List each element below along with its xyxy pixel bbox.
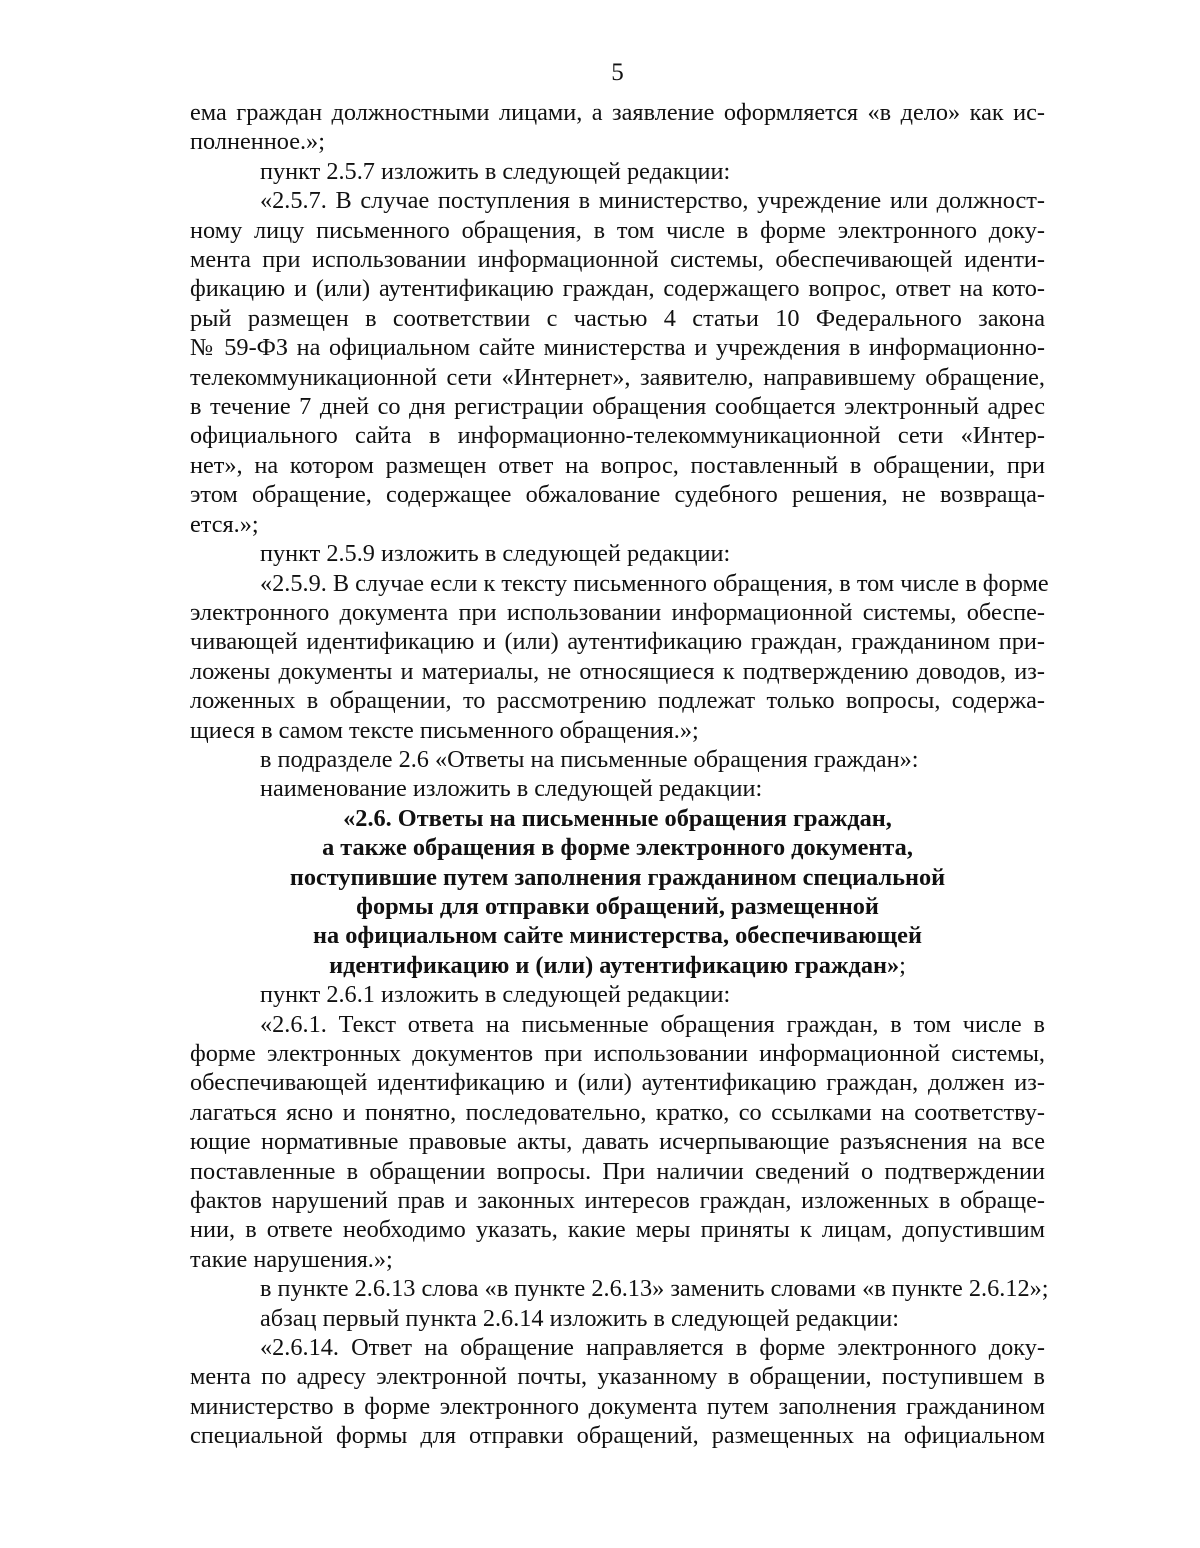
document-body-after-heading bbox=[190, 980, 1049, 1451]
text-line: щиеся в самом тексте письменного обращения.»; bbox=[190, 716, 699, 744]
text-line: «2.6.14. Ответ на обращение направляется в форме электронного доку- bbox=[260, 1334, 1045, 1362]
text-line: № 59-ФЗ на официальном сайте министерства и учреждения в информационно- bbox=[190, 334, 1045, 362]
text-line: рый размещен в соответствии с частью 4 статьи 10 Федерального закона bbox=[190, 304, 1045, 332]
heading-line-text: а также обращения в форме электронного документа, bbox=[322, 834, 913, 862]
text-line: в течение 7 дней со дня регистрации обращения сообщается электронный адрес bbox=[190, 393, 1045, 421]
text-line: мента по адресу электронной почты, указанному в обращении, поступившем в bbox=[190, 1363, 1045, 1391]
section-heading bbox=[190, 804, 1045, 980]
heading-line bbox=[190, 833, 1045, 862]
text-line: фикацию и (или) аутентификацию граждан, содержащего вопрос, ответ на кото- bbox=[190, 275, 1045, 303]
text-line: пункт 2.5.9 изложить в следующей редакции: bbox=[260, 540, 731, 568]
text-line: специальной формы для отправки обращений, размещенных на официальном bbox=[190, 1422, 1045, 1450]
text-line: министерство в форме электронного документа путем заполнения гражданином bbox=[190, 1392, 1045, 1420]
heading-line-text: поступившие путем заполнения гражданином специальной bbox=[289, 863, 946, 891]
text-line: ема граждан должностными лицами, а заявление оформляется «в дело» как ис- bbox=[190, 99, 1045, 126]
text-line: форме электронных документов при использовании информационной системы, bbox=[190, 1040, 1045, 1067]
text-line: пункт 2.5.7 изложить в следующей редакции: bbox=[260, 157, 731, 185]
text-line: ется.»; bbox=[190, 510, 259, 538]
text-line: ложенных в обращении, то рассмотрению подлежат только вопросы, содержа- bbox=[190, 687, 1045, 715]
text-line: ному лицу письменного обращения, в том числе в форме электронного доку- bbox=[190, 216, 1045, 244]
heading-line-text: формы для отправки обращений, размещенной bbox=[356, 892, 879, 920]
text-line: ющие нормативные правовые акты, давать исчерпывающие разъяснения на все bbox=[190, 1128, 1045, 1156]
text-line: «2.5.9. В случае если к тексту письменного обращения, в том числе в форме bbox=[260, 569, 1049, 597]
text-line: мента при использовании информационной системы, обеспечивающей иденти- bbox=[190, 246, 1045, 274]
text-line: нет», на котором размещен ответ на вопрос, поставленный в обращении, при bbox=[190, 451, 1045, 479]
text-line: в пункте 2.6.13 слова «в пункте 2.6.13» заменить словами «в пункте 2.6.12»; bbox=[260, 1275, 1049, 1303]
heading-line-text: «2.6. Ответы на письменные обращения граждан, bbox=[343, 804, 892, 832]
text-line: «2.6.1. Текст ответа на письменные обращения граждан, в том числе в bbox=[260, 1010, 1045, 1038]
text-line: «2.5.7. В случае поступления в министерство, учреждение или должност- bbox=[260, 187, 1045, 215]
text-line: телекоммуникационной сети «Интернет», заявителю, направившему обращение, bbox=[190, 363, 1045, 391]
text-line: этом обращение, содержащее обжалование судебного решения, не возвраща- bbox=[190, 481, 1045, 509]
heading-line bbox=[190, 863, 1045, 892]
text-line: чивающей идентификацию и (или) аутентификацию граждан, гражданином при- bbox=[190, 628, 1045, 656]
text-line: в подразделе 2.6 «Ответы на письменные обращения граждан»: bbox=[260, 745, 919, 773]
heading-line-text: идентификацию и (или) аутентификацию граждан» bbox=[329, 951, 900, 979]
text-line: электронного документа при использовании информационной системы, обеспе- bbox=[190, 598, 1045, 626]
text-line: пункт 2.6.1 изложить в следующей редакции: bbox=[260, 981, 731, 1009]
text-line: обеспечивающей идентификацию и (или) аутентификацию граждан, должен из- bbox=[190, 1069, 1045, 1097]
text-line: лагаться ясно и понятно, последовательно, кратко, со ссылками на соответству- bbox=[190, 1098, 1045, 1126]
heading-line bbox=[190, 804, 1045, 833]
text-line: официального сайта в информационно-телекоммуникационной сети «Интер- bbox=[190, 422, 1045, 450]
text-line: фактов нарушений прав и законных интересов граждан, изложенных в обраще- bbox=[190, 1187, 1045, 1215]
heading-suffix: ; bbox=[899, 951, 906, 979]
page-number: 5 bbox=[611, 59, 624, 86]
text-line: полненное.»; bbox=[190, 128, 325, 156]
text-line: нии, в ответе необходимо указать, какие меры приняты к лицам, допустившим bbox=[190, 1216, 1045, 1244]
text-line: поставленные в обращении вопросы. При наличии сведений о подтверждении bbox=[190, 1157, 1045, 1185]
document-page bbox=[190, 58, 1049, 1451]
text-line: абзац первый пункта 2.6.14 изложить в следующей редакции: bbox=[260, 1304, 899, 1332]
heading-line bbox=[190, 892, 1045, 921]
text-line: наименование изложить в следующей редакции: bbox=[260, 775, 763, 803]
text-line: ложены документы и материалы, не относящиеся к подтверждению доводов, из- bbox=[190, 657, 1045, 685]
heading-line-text: на официальном сайте министерства, обеспечивающей bbox=[313, 922, 922, 950]
document-body-before-heading bbox=[190, 98, 1049, 804]
heading-line bbox=[190, 951, 1045, 980]
heading-line bbox=[190, 921, 1045, 950]
text-line: такие нарушения.»; bbox=[190, 1245, 393, 1273]
